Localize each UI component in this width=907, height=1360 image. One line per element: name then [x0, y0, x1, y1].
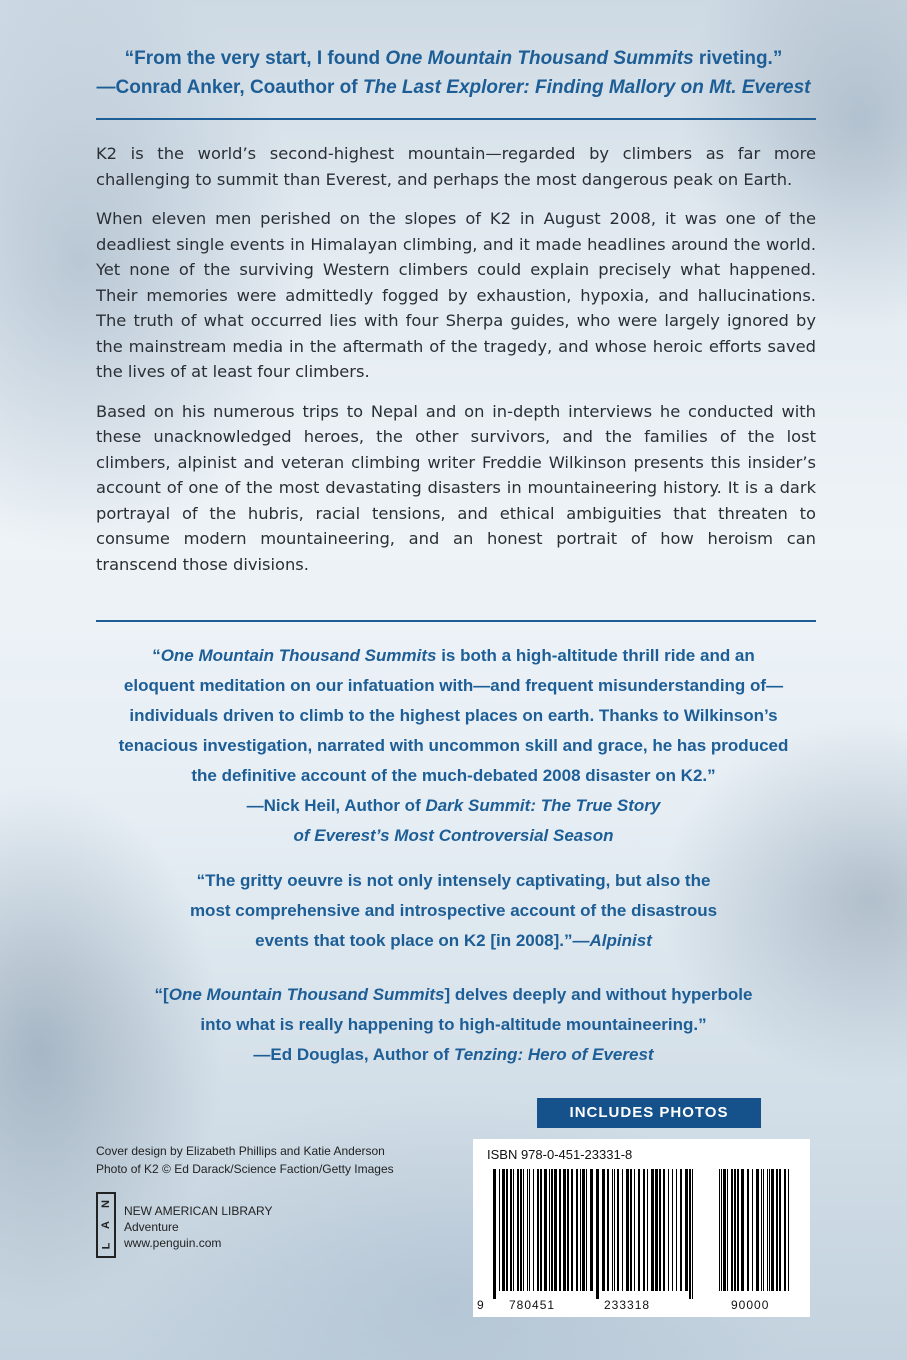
logo-letter: L [99, 1242, 112, 1250]
description-paragraph: When eleven men perished on the slopes of K2 in August 2008, it was one of the deadliest single events in Himalayan climbing, and it made headlines around the world. Yet none of the surviving Western climbers could explain precisely what happened. Their memories were admittedly fogged by exhaustion, hypoxia, and hallucinations. The truth of what occurred lies with four Sherpa guides, who were largely ignored by the mainstream media in the aftermath of the tragedy, and whose heroic efforts saved the lives of at least four climbers. [96, 209, 816, 381]
blurb-line: most comprehensive and introspective account of the disastrous [189, 901, 718, 920]
barcode-bar [788, 1169, 789, 1291]
barcode-digits-left: 780451 [509, 1298, 556, 1312]
book-title: One Mountain Thousand Summits [385, 48, 694, 69]
barcode-bar [502, 1169, 505, 1291]
quote-text: riveting.” [693, 48, 783, 69]
barcode-digits-right: 233318 [604, 1298, 651, 1312]
barcode-bar [567, 1169, 569, 1291]
publisher-imprint: Adventure [124, 1220, 179, 1234]
barcode-bar [763, 1169, 764, 1291]
barcode-bar [634, 1169, 635, 1291]
barcode-bar [680, 1169, 682, 1291]
isbn-label: ISBN 978-0-451-23331-8 [487, 1147, 633, 1162]
barcode-bar [520, 1169, 522, 1291]
top-quote [0, 44, 907, 102]
barcode-bar [626, 1169, 629, 1291]
blurb-text: is both a high-altitude thrill ride and an [436, 646, 755, 665]
book-title: Tenzing: Hero of Everest [453, 1045, 654, 1064]
barcode-bar [663, 1169, 665, 1291]
barcode-bar [741, 1169, 744, 1291]
blurb-attribution-title: of Everest’s Most Controversial Season [293, 826, 614, 845]
barcode-bar [602, 1169, 605, 1291]
cover-credits [96, 1142, 394, 1178]
barcode-bar [596, 1169, 599, 1299]
top-quote-line [0, 44, 907, 73]
blurb-line: into what is really happening to high-altitude mountaineering.” [200, 1015, 707, 1034]
divider-top [96, 118, 816, 120]
barcode-bar [638, 1169, 640, 1291]
barcode-bar [630, 1169, 632, 1291]
divider-bottom [96, 620, 816, 622]
barcode-bar [517, 1169, 519, 1291]
barcode-bar [513, 1169, 514, 1291]
description-paragraph: Based on his numerous trips to Nepal and on in-depth interviews he conducted with these unacknowledged heroes, the other survivors, and the families of the lost climbers, alpinist and veteran climbing writer Freddie Wilkinson presents this insider’s account of one of the most devastating disasters in mountaineering history. It is a dark portrayal of the hubris, racial tensions, and ethical ambiguities that threaten to consume modern mountaineering, and an honest portrait of how heroism can transcend those divisions. [96, 401, 816, 574]
barcode-bar [769, 1169, 770, 1291]
barcode-bar [767, 1169, 768, 1291]
barcode-bar [540, 1169, 542, 1291]
barcode-digit-first: 9 [477, 1298, 484, 1312]
logo-letter: N [99, 1200, 112, 1209]
attribution-text: —Nick Heil, Author of [246, 796, 426, 815]
blurb-attribution [0, 791, 907, 821]
barcode-bar [563, 1169, 566, 1291]
barcode-bar [776, 1169, 778, 1291]
source-name: Alpinist [589, 931, 652, 950]
barcode-bar [771, 1169, 774, 1291]
barcode-bar [622, 1169, 623, 1291]
barcode-bar [737, 1169, 739, 1291]
barcode-bar [554, 1169, 557, 1291]
description-paragraph: K2 is the world’s second-highest mountain—regarded by climbers as far more challenging to summit than Everest, and perhaps the most dangerous peak on Earth. [96, 144, 816, 189]
barcode-bar [731, 1169, 733, 1291]
barcode-bar [756, 1169, 759, 1291]
blurb-heil [0, 641, 907, 851]
blurb-douglas [0, 980, 907, 1070]
barcode-bar [655, 1169, 658, 1291]
barcode-image [483, 1169, 803, 1299]
barcode-bar [576, 1169, 578, 1291]
barcode-bar [612, 1169, 613, 1291]
blurb-alpinist [0, 866, 907, 956]
design-credit: Cover design by Elizabeth Phillips and Katie Anderson [96, 1144, 385, 1158]
publisher-name: NEW AMERICAN LIBRARY [124, 1204, 273, 1218]
barcode-bar [529, 1169, 530, 1291]
barcode-bar [651, 1169, 654, 1291]
barcode-bar [692, 1169, 693, 1299]
barcode-bar [586, 1169, 587, 1291]
barcode-bar [510, 1169, 512, 1291]
barcode-bar [571, 1169, 573, 1291]
barcode-bar [590, 1169, 593, 1291]
barcode-box [473, 1139, 810, 1317]
blurb-line: “One Mountain Thousand Summits is both a high-altitude thrill ride and an [152, 646, 755, 665]
barcode-bar [499, 1169, 500, 1291]
blurb-attribution [0, 1040, 907, 1070]
barcode-bar [582, 1169, 585, 1291]
barcode-bar [727, 1169, 728, 1291]
barcode-bar [752, 1169, 753, 1291]
blurb-line: “The gritty oeuvre is not only intensely captivating, but also the [196, 871, 711, 890]
barcode-bar [723, 1169, 726, 1291]
attribution-text: —Conrad Anker, Coauthor of [96, 77, 363, 98]
book-title: One Mountain Thousand Summits [168, 985, 445, 1004]
barcode-bar [527, 1169, 528, 1291]
attribution-text: —Ed Douglas, Author of [253, 1045, 454, 1064]
blurb-text: ] delves deeply and without hyperbole [444, 985, 753, 1004]
barcode-addon-digits: 90000 [731, 1298, 770, 1312]
barcode-bar [779, 1169, 781, 1291]
barcode-bar [784, 1169, 786, 1291]
book-title: The Last Explorer: Finding Mallory on Mt. Everest [362, 77, 811, 98]
barcode-bar [617, 1169, 619, 1291]
blurb-line [0, 926, 907, 956]
quote-text: “From the very start, I found [124, 48, 386, 69]
barcode-bar [614, 1169, 615, 1291]
barcode-bar [719, 1169, 720, 1291]
barcode-bar [523, 1169, 524, 1291]
barcode-bar [761, 1169, 762, 1291]
barcode-bar [647, 1169, 648, 1291]
barcode-bar [506, 1169, 508, 1291]
blurb-line: individuals driven to climb to the highest places on earth. Thanks to Wilkinson’s [129, 706, 778, 725]
barcode-bar [721, 1169, 722, 1291]
barcode-bar [551, 1169, 553, 1291]
blurb-line: eloquent meditation on our infatuation with—and frequent misunderstanding of— [123, 676, 784, 695]
book-title: Dark Summit: The True Story [425, 796, 661, 815]
publisher-url: www.penguin.com [124, 1236, 222, 1250]
barcode-bar [672, 1169, 673, 1291]
barcode-bar [659, 1169, 661, 1291]
nal-logo [96, 1192, 116, 1258]
blurb-line: “[One Mountain Thousand Summits] delves deeply and without hyperbole [154, 985, 753, 1004]
includes-photos-badge: INCLUDES PHOTOS [537, 1098, 761, 1128]
blurb-line: the definitive account of the much-debated 2008 disaster on K2.” [191, 766, 716, 785]
barcode-bar [493, 1169, 496, 1299]
photo-credit: Photo of K2 © Ed Darack/Science Faction/Getty Images [96, 1162, 394, 1176]
logo-letter: A [99, 1221, 112, 1229]
barcode-bar [668, 1169, 669, 1291]
book-description [96, 141, 816, 591]
barcode-bar [734, 1169, 736, 1291]
top-quote-attribution [0, 73, 907, 102]
barcode-bar [689, 1169, 691, 1299]
blurb-text: events that took place on K2 [in 2008].”— [255, 931, 590, 950]
barcode-bar [549, 1169, 550, 1291]
book-title: One Mountain Thousand Summits [160, 646, 437, 665]
blurb-line: tenacious investigation, narrated with uncommon skill and grace, he has produced [118, 736, 789, 755]
barcode-bar [643, 1169, 645, 1291]
barcode-bar [544, 1169, 547, 1291]
barcode-bar [580, 1169, 581, 1291]
barcode-bar [533, 1169, 534, 1291]
barcode-bar [537, 1169, 539, 1291]
barcode-bar [559, 1169, 561, 1291]
barcode-bar [607, 1169, 609, 1291]
barcode-bar [676, 1169, 677, 1291]
publisher-info [124, 1203, 272, 1251]
barcode-bar [747, 1169, 749, 1291]
barcode-bar [685, 1169, 688, 1291]
